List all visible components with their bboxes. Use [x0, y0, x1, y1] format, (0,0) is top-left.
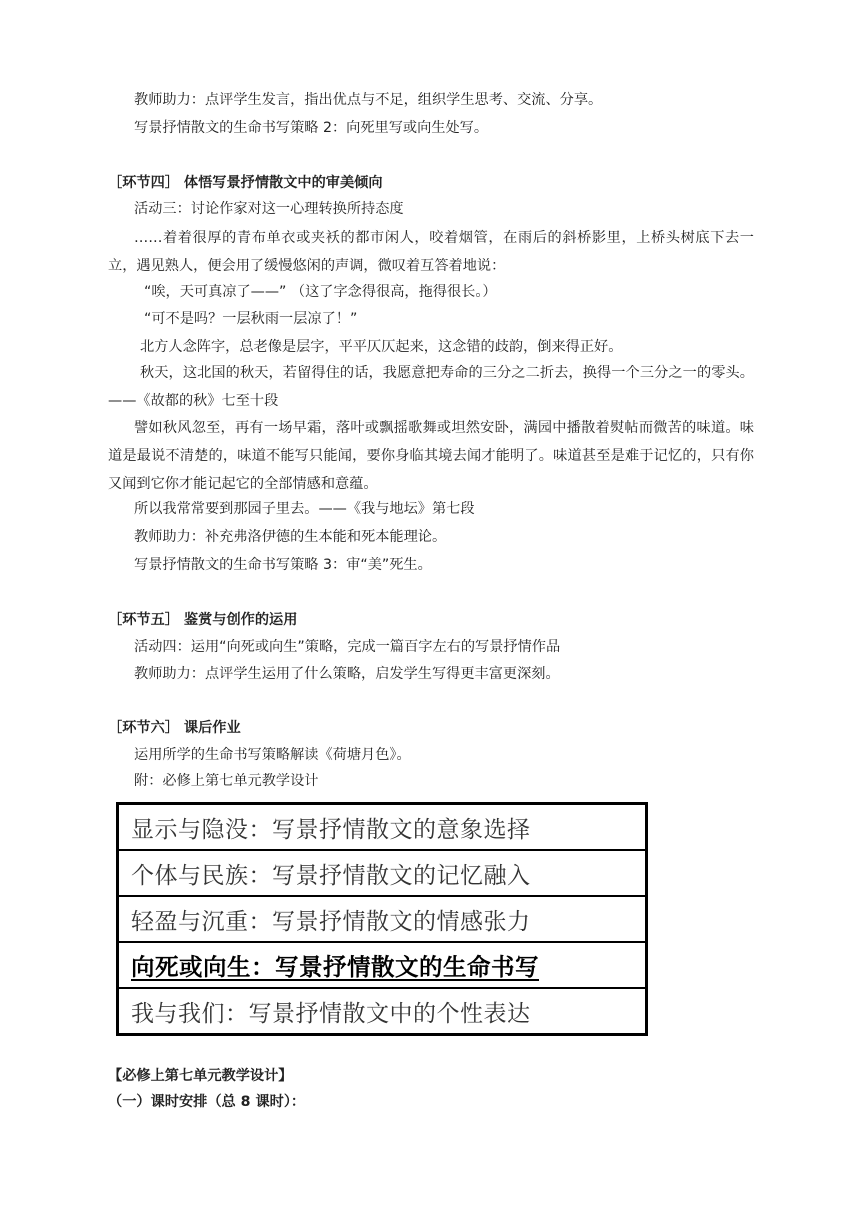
footer-schedule: （一）课时安排（总 8 课时）： — [108, 1094, 306, 1110]
sec4-activity: 活动三：讨论作家对这一心理转换所持态度 — [134, 201, 404, 217]
table-row — [118, 896, 647, 942]
sec6-heading: ［环节六］ 课后作业 — [108, 720, 241, 736]
unit-topics-table — [116, 802, 648, 1036]
sec5-activity: 活动四：运用“向死或向生”策略，完成一篇百字左右的写景抒情作品 — [134, 639, 561, 655]
sec4-strategy-3: 写景抒情散文的生命书写策略 3：审“美”死生。 — [134, 557, 432, 573]
quote-ditan-1: 譬如秋风忽至，再有一场早霜，落叶或飘摇歌舞或坦然安卧，满园中播散着熨帖而微苦的味道。味道是最说不清楚的，味道不能写只能闻，要你身临其境去闻才能明了。味道甚至是难于记忆的，只有你又闻到它你才能记起它的全部情感和意蕴。 — [108, 420, 754, 492]
table-row — [118, 850, 647, 896]
quote-gudu-qiu-3: “可不是吗？一层秋雨一层凉了！” — [144, 311, 358, 327]
unit-topic-1: 显示与隐没：写景抒情散文的意象选择 — [118, 804, 647, 851]
unit-topic-3: 轻盈与沉重：写景抒情散文的情感张力 — [118, 896, 647, 942]
quote-ditan-2: 所以我常常要到那园子里去。——《我与地坛》第七段 — [134, 501, 475, 517]
quote-gudu-qiu-5: 秋天，这北国的秋天，若留得住的话，我愿意把寿命的三分之二折去，换得一个三分之一的零头。——《故都的秋》七至十段 — [108, 365, 754, 409]
table-row — [118, 942, 647, 988]
quote-gudu-qiu-2: “唉，天可真凉了——” （这了字念得很高，拖得很长。） — [144, 284, 497, 300]
table-row — [118, 804, 647, 851]
sec5-teacher-help: 教师助力：点评学生运用了什么策略，启发学生写得更丰富更深刻。 — [134, 666, 560, 682]
sec3-teacher-help: 教师助力：点评学生发言，指出优点与不足，组织学生思考、交流、分享。 — [134, 92, 603, 108]
sec4-heading: ［环节四］ 体悟写景抒情散文中的审美倾向 — [108, 175, 383, 191]
sec6-appendix: 附：必修上第七单元教学设计 — [134, 773, 319, 789]
sec6-homework: 运用所学的生命书写策略解读《荷塘月色》。 — [134, 747, 411, 763]
unit-topic-5: 我与我们：写景抒情散文中的个性表达 — [118, 988, 647, 1035]
quote-gudu-qiu-4: 北方人念阵字，总老像是层字，平平仄仄起来，这念错的歧韵，倒来得正好。 — [140, 339, 623, 355]
unit-topic-4-highlighted: 向死或向生：写景抒情散文的生命书写 — [118, 942, 647, 988]
quote-gudu-qiu-1: ……着着很厚的青布单衣或夹袄的都市闲人，咬着烟管，在雨后的斜桥影里，上桥头树底下去一立，遇见熟人，便会用了缓慢悠闲的声调，微叹着互答着地说： — [108, 230, 754, 274]
unit-topic-2: 个体与民族：写景抒情散文的记忆融入 — [118, 850, 647, 896]
sec5-heading: ［环节五］ 鉴赏与创作的运用 — [108, 612, 298, 628]
table-row — [118, 988, 647, 1035]
footer-title: 【必修上第七单元教学设计】 — [108, 1068, 293, 1084]
sec3-strategy-2: 写景抒情散文的生命书写策略 2：向死里写或向生处写。 — [134, 120, 489, 136]
sec4-teacher-help: 教师助力：补充弗洛伊德的生本能和死本能理论。 — [134, 529, 447, 545]
